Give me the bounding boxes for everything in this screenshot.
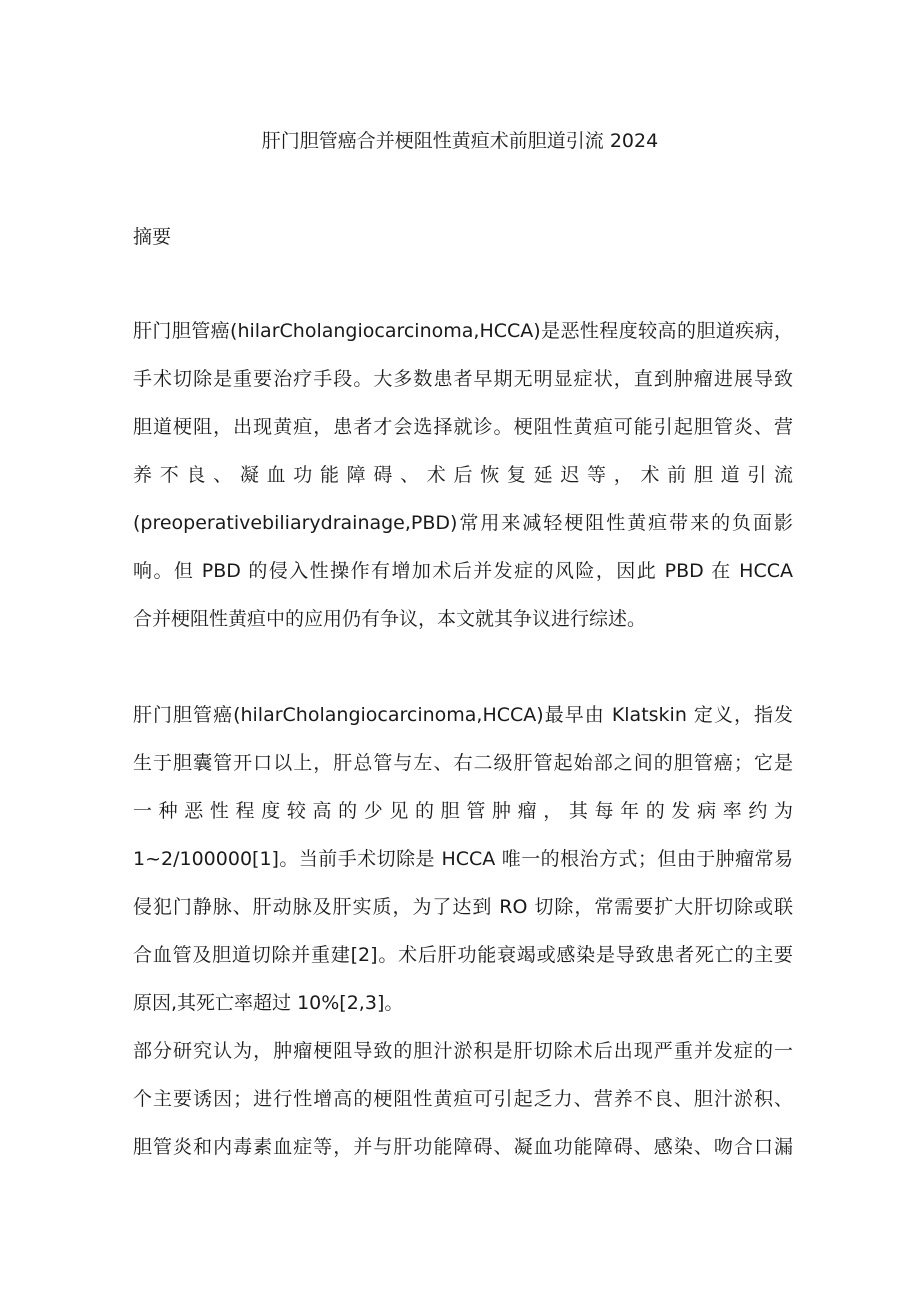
text-line: 手术切除是重要治疗手段。大多数患者早期无明显症状，直到肿瘤进展导致: [133, 368, 793, 390]
abstract-heading: 摘要: [133, 226, 172, 248]
text-line: 侵犯门静脉、肝动脉及肝实质，为了达到 RO 切除，常需要扩大肝切除或联: [133, 896, 793, 918]
text-line: 胆道梗阻，出现黄疸，患者才会选择就诊。梗阻性黄疸可能引起胆管炎、营: [133, 416, 793, 438]
text-line: 肝门胆管癌(hilarCholangiocarcinoma,HCCA)是恶性程度较高的胆道疾病，: [133, 320, 793, 342]
text-line: 合并梗阻性黄疸中的应用仍有争议，本文就其争议进行综述。: [133, 608, 647, 630]
text-line: 响。但 PBD 的侵入性操作有增加术后并发症的风险，因此 PBD 在 HCCA: [133, 560, 793, 582]
text-line: (preoperativebiliarydrainage,PBD)常用来减轻梗阻性黄疸带来的负面影: [133, 512, 793, 534]
text-line: 原因,其死亡率超过 10%[2,3]。: [133, 992, 404, 1014]
paragraph-research: [133, 1027, 793, 1171]
text-line: 1~2/100000[1]。当前手术切除是 HCCA 唯一的根治方式；但由于肿瘤常易: [133, 848, 793, 870]
text-line: 养不良、凝血功能障碍、术后恢复延迟等，术前胆道引流: [133, 464, 793, 486]
text-line: 部分研究认为，肿瘤梗阻导致的胆汁淤积是肝切除术后出现严重并发症的一: [133, 1040, 793, 1062]
text-line: 胆管炎和内毒素血症等，并与肝功能障碍、凝血功能障碍、感染、吻合口漏: [133, 1136, 793, 1158]
text-line: 合血管及胆道切除并重建[2]。术后肝功能衰竭或感染是导致患者死亡的主要: [133, 944, 793, 966]
paragraph-abstract: [133, 307, 793, 643]
document-title: 肝门胆管癌合并梗阻性黄疸术前胆道引流 2024: [261, 130, 659, 152]
text-line: 肝门胆管癌(hilarCholangiocarcinoma,HCCA)最早由 Klatskin 定义，指发: [133, 704, 793, 726]
text-line: 一种恶性程度较高的少见的胆管肿瘤，其每年的发病率约为: [133, 800, 793, 822]
text-line: 生于胆囊管开口以上，肝总管与左、右二级肝管起始部之间的胆管癌；它是: [133, 752, 793, 774]
text-line: 个主要诱因；进行性增高的梗阻性黄疸可引起乏力、营养不良、胆汁淤积、: [133, 1088, 793, 1110]
paragraph-introduction: [133, 691, 793, 1027]
